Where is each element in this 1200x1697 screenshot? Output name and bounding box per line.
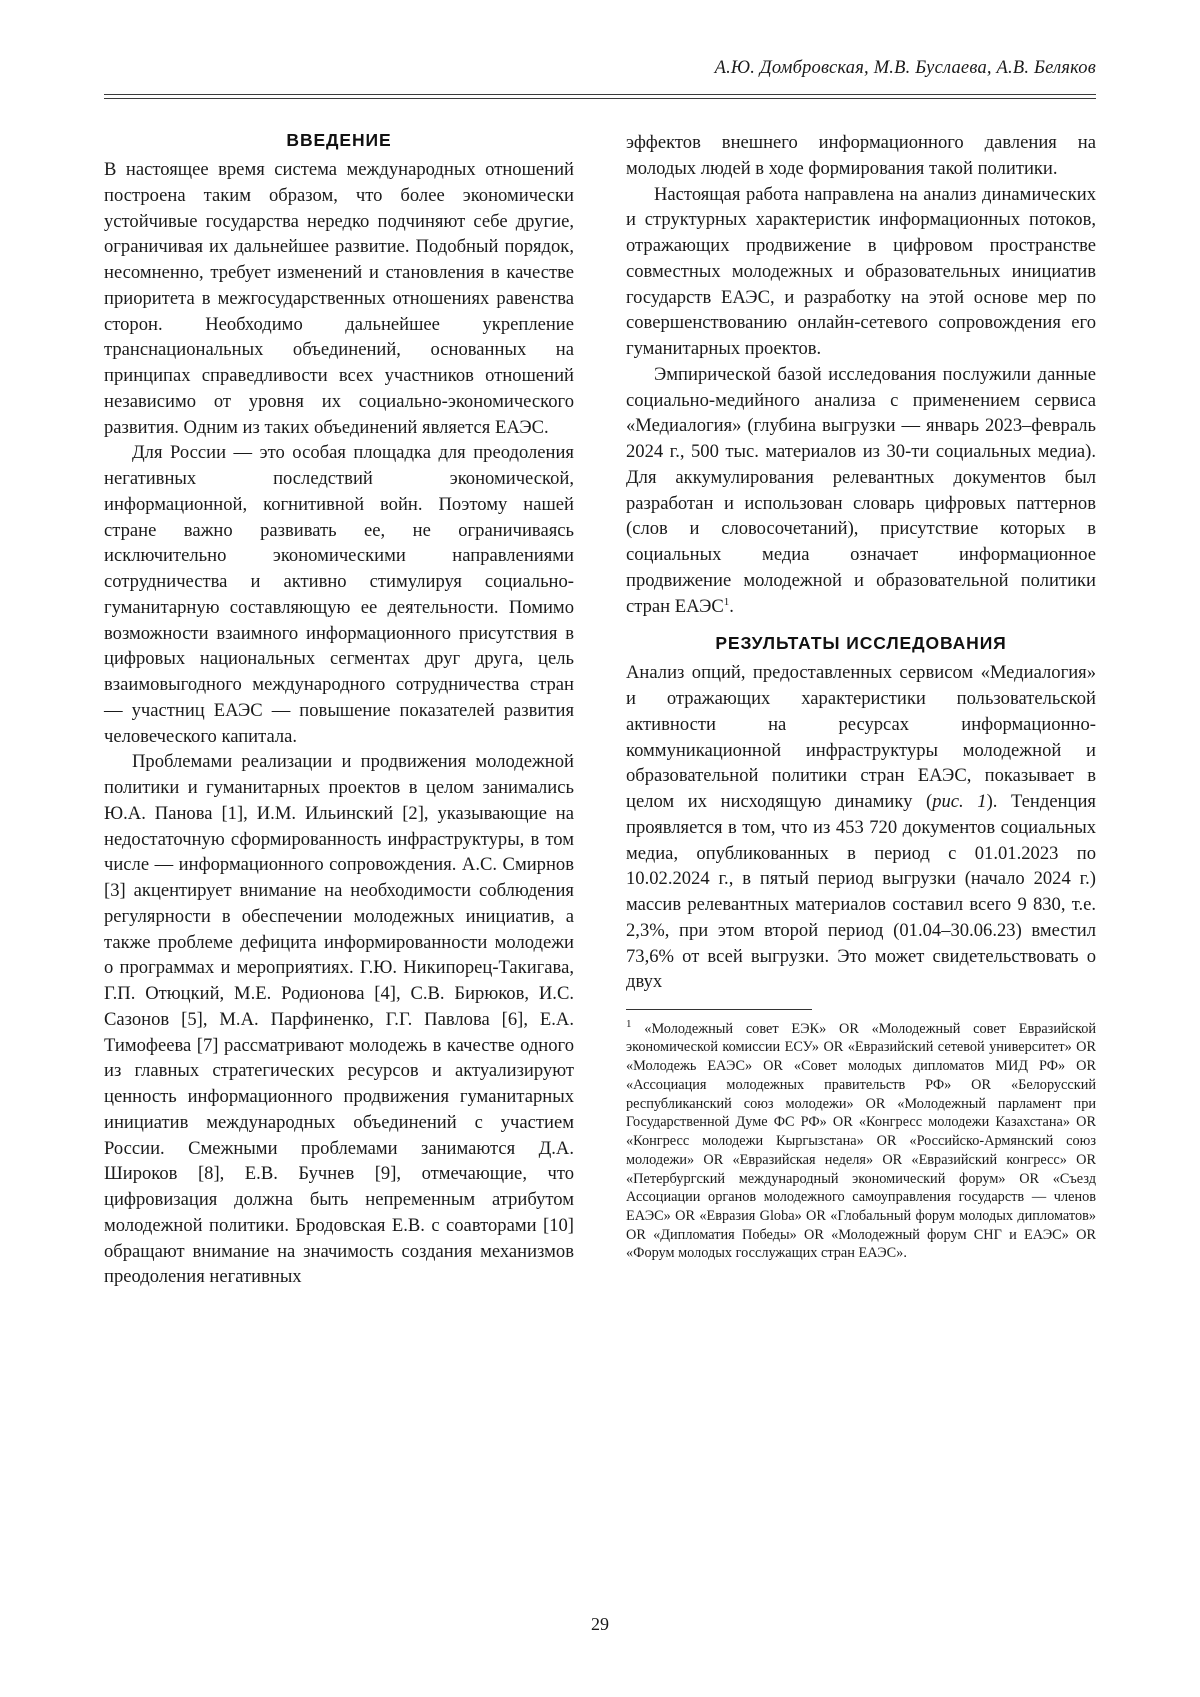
header-rule [104,94,1096,99]
paragraph: Проблемами реализации и продвижения молодежной политики и гуманитарных проектов в целом занимались Ю.А. Панова [1], И.М. Ильинский [2], указывающие на недостаточную сформированность инфраструктуры, в том числе — информационного сопровождения. А.С. Смирнов [3] акцентирует внимание на необходимости соблюдения регулярности в обеспечении молодежных инициатив, а также проблеме дефицита информированности молодежи о программах и мероприятиях. Г.Ю. Никипорец-Такигава, Г.П. Отюцкий, М.Е. Родионова [4], С.В. Бирюков, И.С. Сазонов [5], М.А. Парфиненко, Г.Г. Павлова [6], Е.А. Тимофеева [7] рассматривают молодежь в качестве одного из главных стратегических ресурсов и актуализируют ценность информационного продвижения гуманитарных инициатив международных объединений с участием России. Смежными проблемами занимаются Д.А. Широков [8], Е.В. Бучнев [9], отмечающие, что цифровизация должна быть непременным атрибутом молодежной политики. Бродовская Е.В. с соавторами [10] обращают внимание на значимость создания механизмов преодоления негативных [104,751,574,1288]
running-header: А.Ю. Домбровская, М.В. Буслаева, А.В. Беляков [714,58,1096,78]
footnote-block [626,1009,1096,1263]
paragraph: Для России — это особая площадка для преодоления негативных последствий экономической, информационной, когнитивной войн. Поэтому нашей стране важно развивать ее, не ограничиваясь исключительно экономическими направлениями сотрудничества и активно стимулируя социально-гуманитарную составляющую ее деятельности. Помимо возможности взаимного информационного присутствия в цифровых национальных сегментах друг друга, цель взаимовыгодного международного сотрудничества стран — участниц ЕАЭС — повышение показателей развития человеческого капитала. [104,442,574,747]
results-text-part2: ). Тенденция проявляется в том, что из 453 720 документов социальных медиа, опубликованных в период с 01.01.2023 по 10.02.2024 г., в пятый период выгрузки (начало 2024 г.) массив релевантных материалов составил всего 9 830, т.е. 2,3%, при этом второй период (01.04–30.06.23) вместил 73,6% от всей выгрузки. Это может свидетельствовать о двух [626,791,1096,993]
section-title-introduction: ВВЕДЕНИЕ [286,130,392,150]
paragraph: В настоящее время система международных отношений построена таким образом, что более экономически устойчивые государства нередко подчиняют себе другие, ограничивая их дальнейшее развитие. Подобный порядок, несомненно, требует изменений и становления в качестве приоритета в межгосударственных отношениях равенства сторон. Необходимо дальнейшее укрепление транснациональных объединений, основанных на принципах справедливости всех участников отношений независимо от уровня их социально-экономического развития. Одним из таких объединений является ЕАЭС. [104,159,574,438]
footnote-reference: 1 [723,595,730,608]
page-number: 29 [591,1614,609,1634]
footnote-separator [626,1009,812,1010]
footnote [626,1017,1096,1263]
two-column-body [104,130,1096,1290]
figure-reference: рис. 1 [932,791,987,812]
results-text-part1: Анализ опций, предоставленных сервисом «Медиалогия» и отражающих характеристики пользовательской активности на ресурсах информационно-коммуникационной инфраструктуры молодежной и образовательной политики стран ЕАЭС, показывает в целом их нисходящую динамику ( [626,662,1096,812]
footnote-text: «Молодежный совет ЕЭК» OR «Молодежный совет Евразийской экономической комиссии ЕСУ» OR «Евразийский сетевой университет» OR «Молодежь ЕАЭС» OR «Совет молодых дипломатов МИД РФ» OR «Ассоциация молодежных правительств РФ» OR «Белорусский республиканский союз молодежи» OR «Молодежный парламент при Государственной Думе ФС РФ» OR «Конгресс молодежи Казахстана» OR «Конгресс молодежи Кыргызстана» OR «Российско-Армянский союз молодежи» OR «Евразийская неделя» OR «Евразийский конгресс» OR «Петербургский международный экономический форум» OR «Съезд Ассоциации органов молодежного самоуправления государств — членов ЕАЭС» OR «Евразия Globa» OR «Глобальный форум молодых дипломатов» OR «Дипломатия Победы» OR «Молодежный форум СНГ и ЕАЭС» OR «Форум молодых госслужащих стран ЕАЭС». [626,1020,1097,1262]
left-column [104,130,574,1290]
paragraph [626,660,1096,995]
paragraph-text: Эмпирической базой исследования послужили данные социально-медийного анализа с применением сервиса «Медиалогия» (глубина выгрузки — январь 2023–февраль 2024 г., 500 тыс. материалов из 30-ти социальных медиа). Для аккумулирования релевантных документов был разработан и использован словарь цифровых паттернов (слов и словосочетаний), присутствие которых в социальных медиа означает информационное продвижение молодежной и образовательной политики стран ЕАЭС [626,363,1096,617]
paragraph: Эмпирической базой исследования послужили данные социально-медийного анализа с применением сервиса «Медиалогия» (глубина выгрузки — январь 2023–февраль 2024 г., 500 тыс. материалов из 30-ти социальных медиа). Для аккумулирования релевантных документов был разработан и использован словарь цифровых паттернов (слов и словосочетаний), присутствие которых в социальных медиа означает информационное продвижение молодежной и образовательной политики стран ЕАЭС$^1$. [626,363,1096,617]
footnote-number: 1 [626,1018,632,1030]
paragraph: Настоящая работа направлена на анализ динамических и структурных характеристик информационных потоков, отражающих продвижение в цифровом пространстве совместных молодежных и образовательных инициатив государств ЕАЭС, и разработку на этой основе мер по совершенствованию онлайн-сетевого сопровождения его гуманитарных проектов. [626,183,1096,359]
right-column [626,130,1096,1290]
paragraph-continued: эффектов внешнего информационного давления на молодых людей в ходе формирования такой политики. [626,132,1096,179]
section-title-results: РЕЗУЛЬТАТЫ ИССЛЕДОВАНИЯ [715,633,1007,654]
